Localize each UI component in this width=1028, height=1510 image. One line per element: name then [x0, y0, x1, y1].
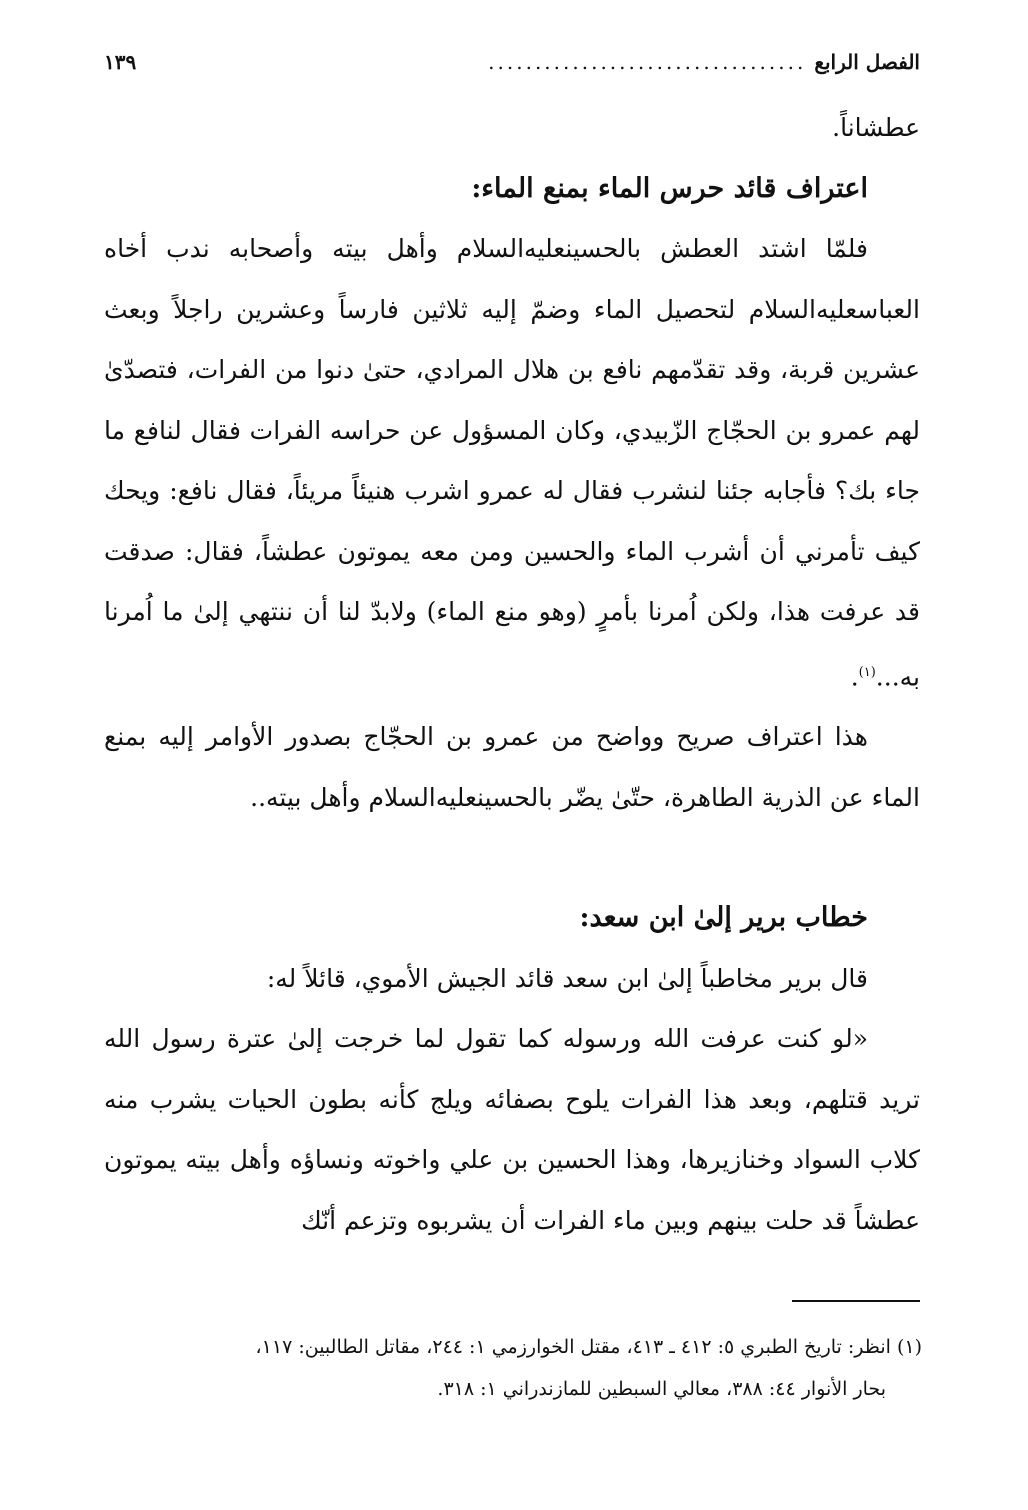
paragraph-abbas-water-text: فلمّا اشتد العطش بالحسينعليه‌السلام وأهل بيته وأصحابه ندب أخاه العباسعليه‌السلام لتحصيل الماء وضمّ إليه ثلاثين فارساً وعشرين راجلاً وبعث عشرين قربة، وقد تقدّمهم نافع بن هلال المرادي، حتىٰ دنوا من الفرات، فتصدّىٰ لهم عمرو بن الحجّاج الزّبيدي، وكان المسؤول عن حراسه الفرات فقال لنافع ما جاء بك؟ فأجابه جئنا لنشرب فقال له عمرو اشرب هنيئاً مريئاً، فقال نافع: ويحك كيف تأمرني أن أشرب الماء والحسين ومن معه يموتون عطشاً، فقال: صدقت قد عرفت هذا، ولكن اُمرنا بأمرٍ (وهو منع الماء) ولابدّ لنا أن ننتهي إلىٰ ما اُمرنا به...	[104, 234, 920, 691]
footnote-reference: (١)	[858, 664, 876, 680]
section-gap	[104, 828, 920, 888]
section-heading-water-guard: اعتراف قائد حرس الماء بمنع الماء:	[471, 172, 868, 204]
paragraph-continuation: عطشاناً.	[832, 113, 920, 142]
paragraph-end-mark: .	[850, 661, 859, 691]
footnote-line-1: (١) انظر: تاريخ الطبري ٥: ٤١٢ ـ ٤١٣، مقتل الخوارزمي ١: ٢٤٤، مقاتل الطالبين: ١١٧،	[255, 1336, 922, 1358]
section-heading-burayr: خطاب برير إلىٰ ابن سعد:	[579, 902, 868, 934]
footnotes	[100, 1326, 922, 1410]
page-number: ١٣٩	[104, 50, 137, 74]
paragraph-burayr-speech: «لو كنت عرفت الله ورسوله كما تقول لما خرجت إلىٰ عترة رسول الله تريد قتلهم، وبعد هذا الفرات يلوح بصفائه ويلج كأنه بطون الحيات يشرب منه كلاب السواد وخنازيرها، وهذا الحسين بن علي واخوته ونساؤه وأهل بيته يموتون عطشاً قد حلت بينهم وبين ماء الفرات أن يشربوه وتزعم أنّك	[104, 1024, 920, 1235]
paragraph-abbas-water	[104, 219, 920, 707]
running-header	[104, 42, 920, 82]
main-text	[104, 98, 920, 1251]
header-dot-leader: ..................................	[488, 50, 807, 74]
chapter-title: الفصل الرابع	[814, 50, 920, 74]
paragraph-burayr-intro: قال برير مخاطباً إلىٰ ابن سعد قائد الجيش الأموي، قائلاً له:	[266, 963, 868, 993]
footnote-line-2: بحار الأنوار ٤٤: ٣٨٨، معالي السبطين للمازندراني ١: ٣١٨.	[437, 1378, 886, 1400]
footnote-separator	[792, 1300, 920, 1302]
paragraph-confession: هذا اعتراف صريح وواضح من عمرو بن الحجّاج بصدور الأوامر إليه بمنع الماء عن الذرية الطاهرة، حتّىٰ يضّر بالحسينعليه‌السلام وأهل بيته..	[104, 722, 920, 812]
